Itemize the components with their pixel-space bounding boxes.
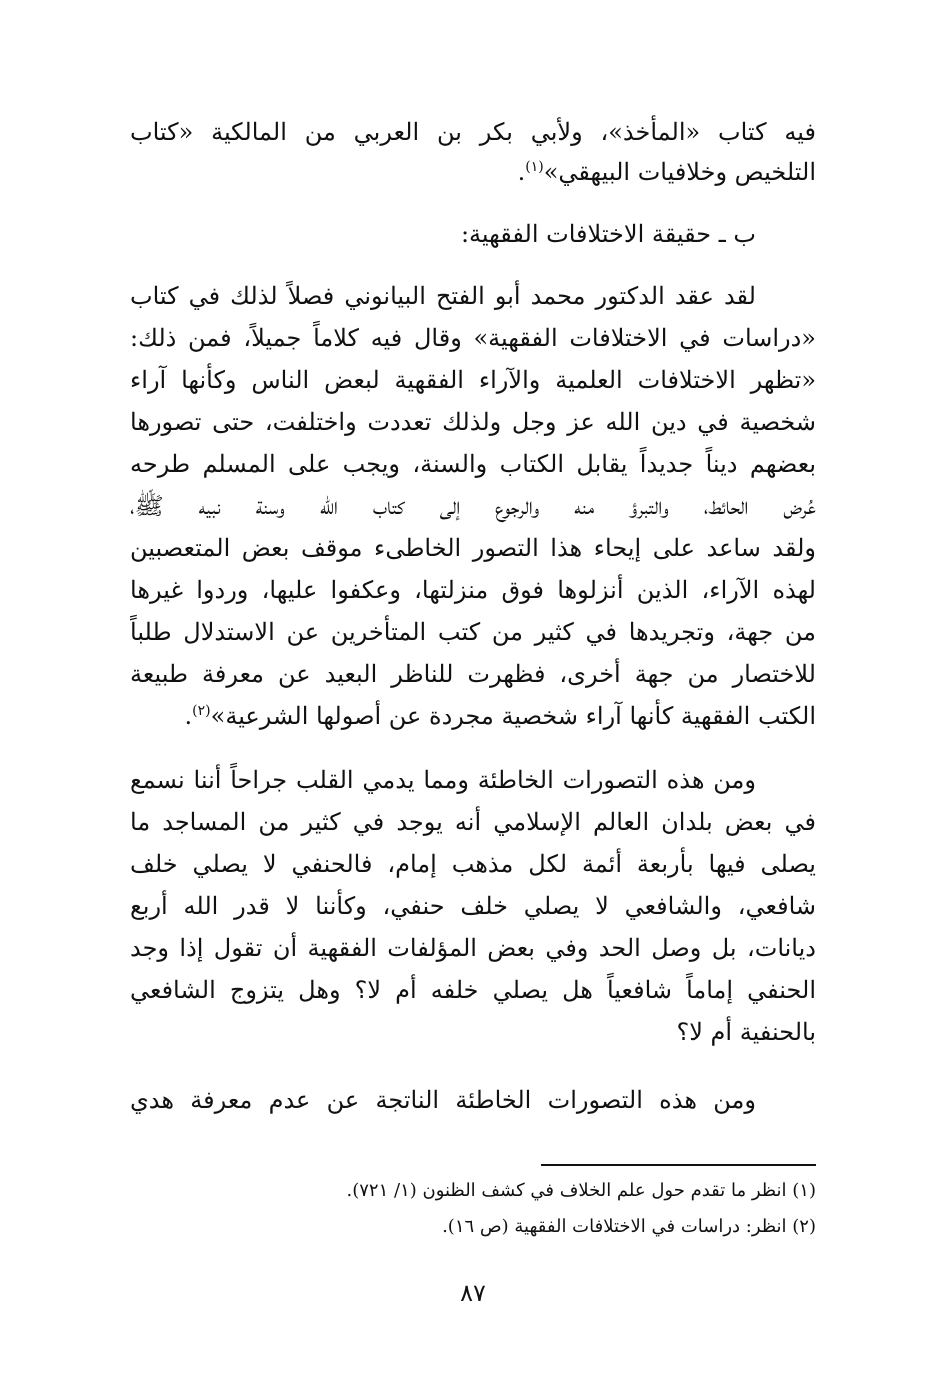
- body-line: فيه كتاب «المأخذ»، ولأبي بكر بن العربي من المالكية «كتاب: [130, 118, 816, 146]
- line-tail: .: [517, 158, 526, 186]
- body-line: للاختصار من جهة أخرى، فظهرت للناظر البعيد عن معرفة طبيعة: [130, 660, 816, 688]
- body-line: في بعض بلدان العالم الإسلامي أنه يوجد في كثير من المساجد ما: [130, 808, 816, 836]
- body-line: الحنفي إماماً شافعياً هل يصلي خلفه أم لا؟ وهل يتزوج الشافعي: [130, 976, 816, 1004]
- body-line: من جهة، وتجريدها في كثير من كتب المتأخرين عن الاستدلال طلباً: [130, 618, 816, 646]
- footnote-separator: [541, 1164, 816, 1166]
- body-line-text: التلخيص وخلافيات البيهقي»: [543, 158, 816, 186]
- body-line: ديانات، بل وصل الحد وفي بعض المؤلفات الفقهية أن تقول إذا وجد: [130, 934, 816, 962]
- body-line: لهذه الآراء، الذين أنزلوها فوق منزلتها، وعكفوا عليها، وردوا غيرها: [130, 576, 816, 604]
- body-line: ومن هذه التصورات الخاطئة ومما يدمي القلب جراحاً أننا نسمع: [130, 766, 756, 794]
- page-number: ٨٧: [460, 1279, 486, 1307]
- footnote-1: (١) انظر ما تقدم حول علم الخلاف في كشف الظنون (١/ ٧٢١).: [346, 1180, 816, 1201]
- body-line: شافعي، والشافعي لا يصلي خلف حنفي، وكأننا لا قدر الله أربع: [130, 892, 816, 920]
- body-line: شخصية في دين الله عز وجل ولذلك تعددت واختلفت، حتى تصورها: [130, 408, 816, 436]
- footnote-ref-1: (١): [525, 159, 544, 175]
- body-line: بعضهم ديناً جديداً يقابل الكتاب والسنة، ويجب على المسلم طرحه: [130, 450, 816, 478]
- body-line-text: الكتب الفقهية كأنها آراء شخصية مجردة عن أصولها الشرعية»: [210, 702, 816, 730]
- body-line: «تظهر الاختلافات العلمية والآراء الفقهية لبعض الناس وكأنها آراء: [130, 366, 816, 394]
- body-line: عُرض الحائط، والتبرؤ منه والرجوع إلى كتاب الله وسنة نبيه ﷺ،: [130, 492, 816, 520]
- body-line: [130, 152, 816, 192]
- line-tail: .: [184, 702, 193, 730]
- body-line: [130, 696, 816, 736]
- footnote-2: (٢) انظر: دراسات في الاختلافات الفقهية (ص ١٦).: [442, 1216, 816, 1237]
- body-line: بالحنفية أم لا؟: [676, 1018, 816, 1046]
- footnote-ref-2: (٢): [192, 703, 211, 719]
- body-line: لقد عقد الدكتور محمد أبو الفتح البيانوني فصلاً لذلك في كتاب: [130, 282, 756, 310]
- body-line: ولقد ساعد على إيحاء هذا التصور الخاطىء موقف بعض المتعصبين: [130, 534, 816, 562]
- section-heading: ب ـ حقيقة الاختلافات الفقهية:: [460, 220, 756, 248]
- body-line: يصلى فيها بأربعة أئمة لكل مذهب إمام، فالحنفي لا يصلي خلف: [130, 850, 816, 878]
- body-line: ومن هذه التصورات الخاطئة الناتجة عن عدم معرفة هدي: [130, 1086, 756, 1114]
- body-line: «دراسات في الاختلافات الفقهية» وقال فيه كلاماً جميلاً، فمن ذلك:: [130, 324, 816, 352]
